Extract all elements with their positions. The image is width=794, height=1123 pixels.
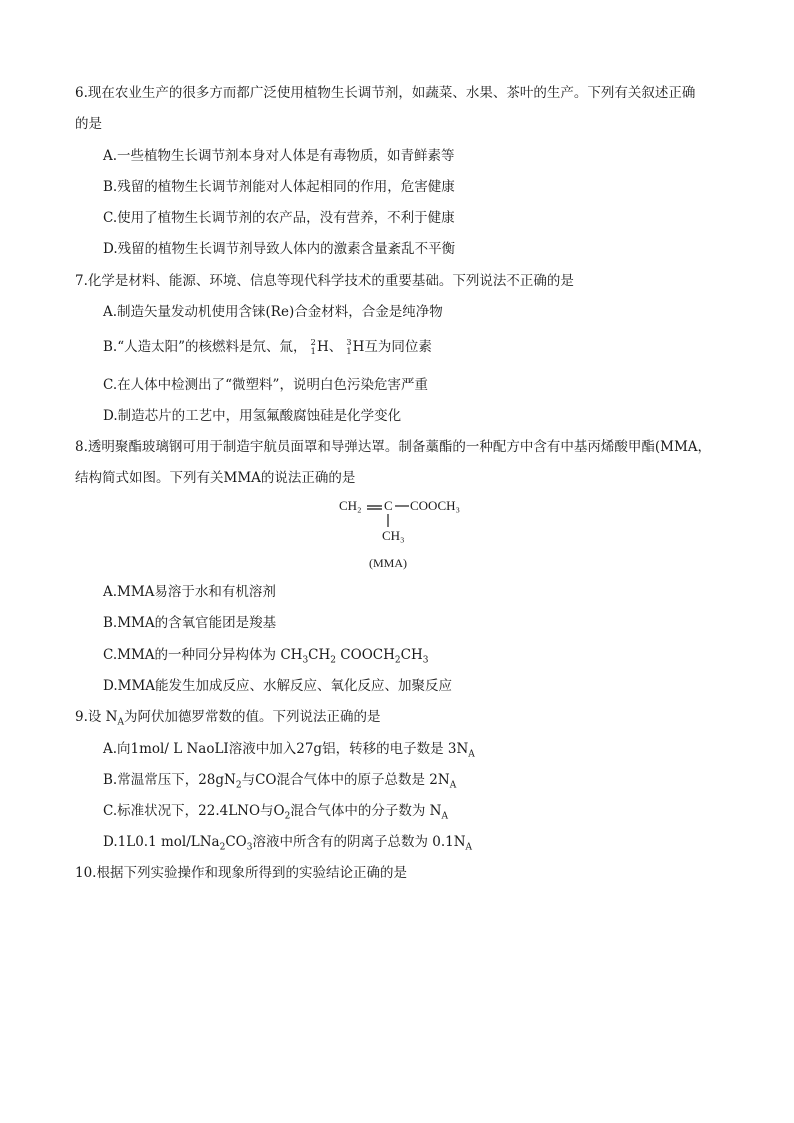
- isotope-h2: 2 1: [310, 337, 316, 357]
- q6-stem-line1: 6.现在农业生产的很多方而都广泛使用植物生长调节剂，如蔬菜、水果、茶叶的生产。下列有关叙述正确: [75, 85, 696, 101]
- formula-cooch3: COOCH₃: [410, 498, 461, 513]
- q6-option-a: A.一些植物生长调节剂本身对人体是有毒物质，如青鲜素等: [103, 148, 455, 164]
- formula-ch2: CH₂: [339, 498, 362, 513]
- q8-stem-line2: 结构简式如图。下列有关MMA的说法正确的是: [75, 470, 356, 486]
- q8-option-b: B.MMA的含氧官能团是羧基: [103, 615, 277, 631]
- q6-option-c: C.使用了植物生长调节剂的农产品，没有营养，不利于健康: [103, 210, 455, 226]
- q10-stem: 10.根据下列实验操作和现象所得到的实验结论正确的是: [75, 865, 407, 881]
- q9-stem: 9.设 $N_A$为阿伏加德罗常数的值。下列说法正确的是: [75, 709, 381, 728]
- q7-option-b: B.“人造太阳”的核燃料是氘、氚， 2 1 H、 3 1 H互为同位素: [103, 337, 432, 357]
- q6-option-d: D.残留的植物生长调节剂导致人体内的激素含量紊乱不平衡: [103, 241, 456, 257]
- q9-option-a: A.向1mol/ L NaoLI溶液中加入27g铝，转移的电子数是 $3N_A$: [103, 741, 475, 760]
- q8-stem-line1: 8.透明聚酯玻璃钢可用于制造宇航员面罩和导弹达罩。制备藁酯的一种配方中含有中基丙烯酸甲酯(MMA，: [75, 439, 712, 455]
- q7-stem: 7.化学是材料、能源、环境、信息等现代科学技术的重要基础。下列说法不正确的是: [75, 273, 574, 289]
- formula-caption: (MMA): [369, 556, 407, 570]
- q6-stem-line2: 的是: [75, 116, 102, 132]
- formula-ch3: CH₃: [382, 528, 405, 543]
- q8-option-c: C.MMA的一种同分异构体为 $CH_3CH_2$ $COOCH_2CH_3$: [103, 647, 429, 666]
- q8-option-d: D.MMA能发生加成反应、水解反应、氧化反应、加聚反应: [103, 678, 453, 694]
- q7-option-b-text: B.“人造太阳”的核燃料是氘、氚，: [103, 339, 307, 355]
- q9-option-d: D.1L0.1 mol/$LNa_2CO_3$溶液中所含有的阴离子总数为 $0.1N_A$: [103, 834, 473, 853]
- q9-option-c: C.标准状况下，22.4LNO与$O_2$混合气体中的分子数为 $N_A$: [103, 803, 448, 822]
- q7-option-d: D.制造芯片的工艺中，用氢氟酸腐蚀硅是化学变化: [103, 408, 402, 424]
- q8-option-a: A.MMA易溶于水和有机溶剂: [103, 584, 276, 600]
- q6-option-b: B.残留的植物生长调节剂能对人体起相同的作用，危害健康: [103, 179, 455, 195]
- q9-option-b: B.常温常压下，$28gN_2$与CO混合气体中的原子总数是 $2N_A$: [103, 772, 457, 791]
- mma-structural-formula: [325, 492, 475, 572]
- q7-option-c: C.在人体中检测出了“微塑料”，说明白色污染危害严重: [103, 377, 428, 393]
- q7-option-a: A.制造矢量发动机使用含铼(Re)合金材料，合金是纯净物: [103, 304, 443, 320]
- isotope-h3: 3 1: [346, 337, 352, 357]
- formula-c: C: [384, 498, 393, 513]
